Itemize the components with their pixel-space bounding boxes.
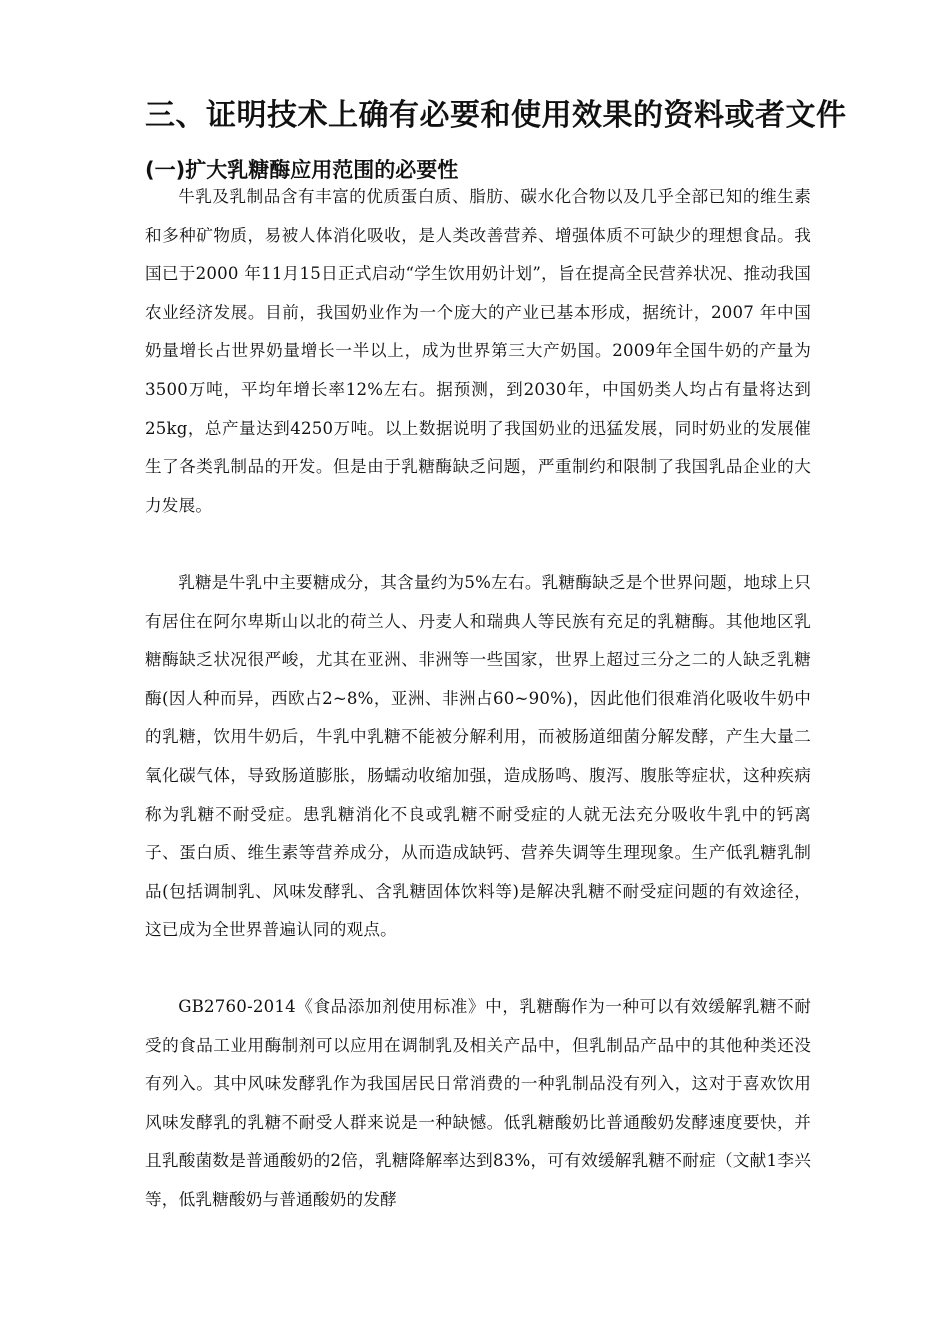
- subsection-heading: (一)扩大乳糖酶应用范围的必要性: [145, 158, 459, 182]
- section-heading: 三、证明技术上确有必要和使用效果的资料或者文件: [145, 98, 847, 133]
- paragraph-gb2760-standard: GB2760-2014《食品添加剂使用标准》中，乳糖酶作为一种可以有效缓解乳糖不耐受的食品工业用酶制剂可以应用在调制乳及相关产品中，但乳制品产品中的其他种类还没有列入。其中风味发酵乳作为我国居民日常消费的一种乳制品没有列入，这对于喜欢饮用风味发酵乳的乳糖不耐受人群来说是一种缺憾。低乳糖酸奶比普通酸奶发酵速度要快，并且乳酸菌数是普通酸奶的2倍，乳糖降解率达到83%，可有效缓解乳糖不耐症（文献1李兴等，低乳糖酸奶与普通酸奶的发酵: [145, 997, 811, 1209]
- paragraph-lactose-intolerance: 乳糖是牛乳中主要糖成分，其含量约为5%左右。乳糖酶缺乏是个世界问题，地球上只有居住在阿尔卑斯山以北的荷兰人、丹麦人和瑞典人等民族有充足的乳糖酶。其他地区乳糖酶缺乏状况很严峻，尤其在亚洲、非洲等一些国家，世界上超过三分之二的人缺乏乳糖酶(因人种而异，西欧占2~8%，亚洲、非洲占60~90%)，因此他们很难消化吸收牛奶中的乳糖，饮用牛奶后，牛乳中乳糖不能被分解利用，而被肠道细菌分解发酵，产生大量二氧化碳气体，导致肠道膨胀，肠蠕动收缩加强，造成肠鸣、腹泻、腹胀等症状，这种疾病称为乳糖不耐受症。患乳糖消化不良或乳糖不耐受症的人就无法充分吸收牛乳中的钙离子、蛋白质、维生素等营养成分，从而造成缺钙、营养失调等生理现象。生产低乳糖乳制品(包括调制乳、风味发酵乳、含乳糖固体饮料等)是解决乳糖不耐受症问题的有效途径，这已成为全世界普遍认同的观点。: [145, 573, 811, 940]
- paragraph-milk-industry: 牛乳及乳制品含有丰富的优质蛋白质、脂肪、碳水化合物以及几乎全部已知的维生素和多种矿物质，易被人体消化吸收，是人类改善营养、增强体质不可缺少的理想食品。我国已于2000 年11月15日正式启动“学生饮用奶计划”，旨在提高全民营养状况、推动我国农业经济发展。目前，我国奶业作为一个庞大的产业已基本形成，据统计，2007 年中国奶量增长占世界奶量增长一半以上，成为世界第三大产奶国。2009年全国牛奶的产量为3500万吨，平均年增长率12%左右。据预测，到2030年，中国奶类人均占有量将达到25kg，总产量达到4250万吨。以上数据说明了我国奶业的迅猛发展，同时奶业的发展催生了各类乳制品的开发。但是由于乳糖酶缺乏问题，严重制约和限制了我国乳品企业的大力发展。: [145, 187, 811, 515]
